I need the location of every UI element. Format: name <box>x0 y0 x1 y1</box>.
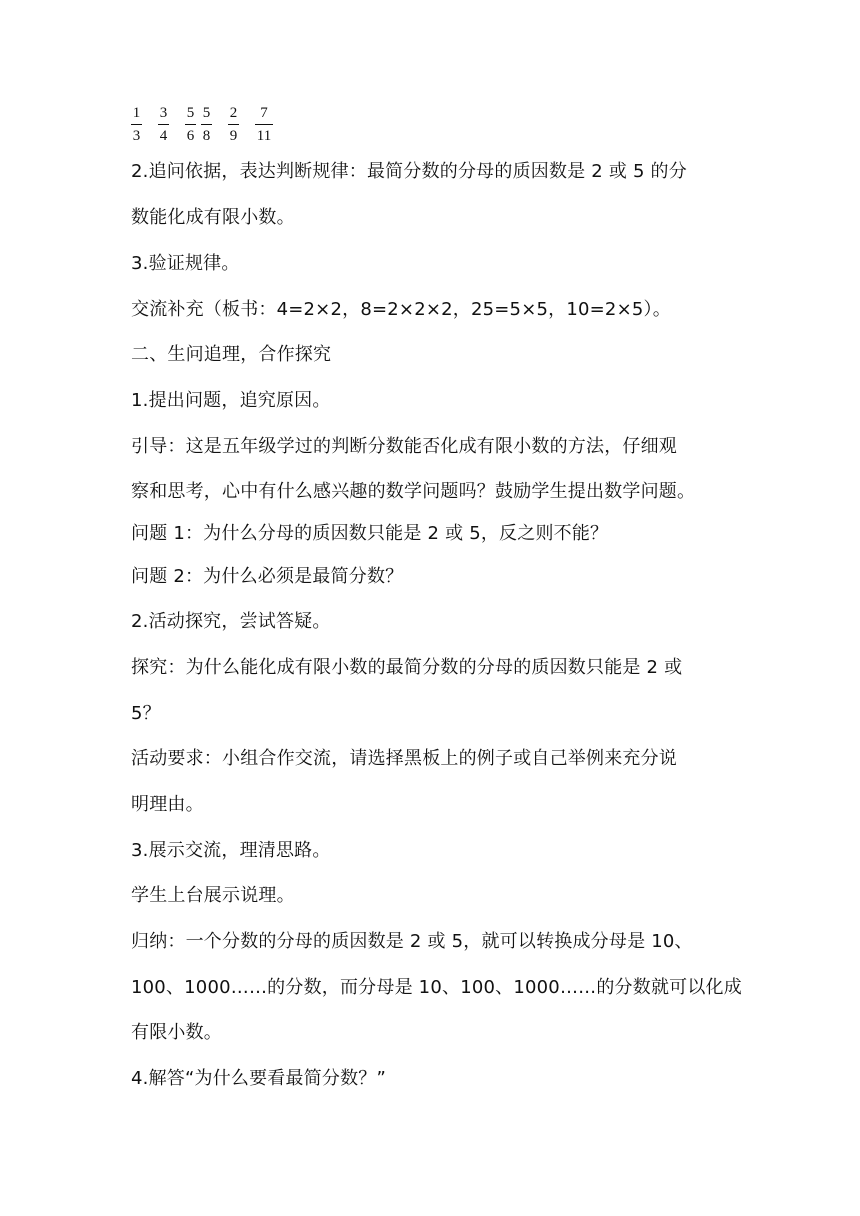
text-line: 2.活动探究，尝试答疑。 <box>131 611 331 632</box>
fraction-denominator: 11 <box>256 128 272 144</box>
fraction-bar <box>228 124 239 125</box>
text-line: 2.追问依据，表达判断规律：最简分数的分母的质因数是 2 或 5 的分 <box>131 161 687 182</box>
text-line: 有限小数。 <box>131 1022 222 1043</box>
text-line: 引导：这是五年级学过的判断分数能否化成有限小数的方法，仔细观 <box>131 436 677 457</box>
text-line: 归纳：一个分数的分母的质因数是 2 或 5，就可以转换成分母是 10、 <box>131 931 693 952</box>
text-line: 活动要求：小组合作交流，请选择黑板上的例子或自己举例来充分说 <box>131 748 677 769</box>
fraction-bar <box>158 124 169 125</box>
fraction-denominator: 3 <box>132 128 141 144</box>
text-line: 3.展示交流，理清思路。 <box>131 840 331 861</box>
fraction-numerator: 2 <box>229 105 238 121</box>
fraction-5-6 <box>185 104 196 146</box>
fraction-denominator: 9 <box>229 128 238 144</box>
text-line: 3.验证规律。 <box>131 253 240 274</box>
fraction-numerator: 7 <box>260 105 268 121</box>
fraction-numerator: 5 <box>202 105 211 121</box>
fraction-7-11 <box>255 104 273 146</box>
fraction-bar <box>185 124 196 125</box>
text-line: 问题 1：为什么分母的质因数只能是 2 或 5，反之则不能？ <box>131 523 609 544</box>
fraction-3-4 <box>158 104 169 146</box>
fraction-denominator: 6 <box>186 128 195 144</box>
text-line: 明理由。 <box>131 794 204 815</box>
text-line: 4.解答“为什么要看最简分数？” <box>131 1068 387 1089</box>
fraction-numerator: 5 <box>186 105 195 121</box>
fraction-bar <box>201 124 212 125</box>
fraction-denominator: 8 <box>202 128 211 144</box>
text-line: 5？ <box>131 703 161 724</box>
text-line: 1.提出问题，追究原因。 <box>131 390 331 411</box>
fraction-denominator: 4 <box>159 128 168 144</box>
fraction-bar <box>255 124 273 125</box>
section-heading: 二、生问追理，合作探究 <box>131 344 332 365</box>
text-line: 学生上台展示说理。 <box>131 885 295 906</box>
text-line: 数能化成有限小数。 <box>131 207 295 228</box>
fraction-numerator: 3 <box>159 105 168 121</box>
fraction-5-8 <box>201 104 212 146</box>
fraction-bar <box>131 124 142 125</box>
text-line: 100、1000……的分数，而分母是 10、100、1000……的分数就可以化成 <box>131 977 742 998</box>
fraction-1-3 <box>131 104 142 146</box>
text-line: 问题 2：为什么必须是最简分数？ <box>131 566 404 587</box>
fraction-list <box>131 104 331 150</box>
fraction-numerator: 1 <box>132 105 141 121</box>
text-line: 察和思考，心中有什么感兴趣的数学问题吗？鼓励学生提出数学问题。 <box>131 481 696 502</box>
text-line: 交流补充（板书：4=2×2，8=2×2×2，25=5×5，10=2×5）。 <box>131 299 671 320</box>
fraction-2-9 <box>228 104 239 146</box>
text-line: 探究：为什么能化成有限小数的最简分数的分母的质因数只能是 2 或 <box>131 657 683 678</box>
